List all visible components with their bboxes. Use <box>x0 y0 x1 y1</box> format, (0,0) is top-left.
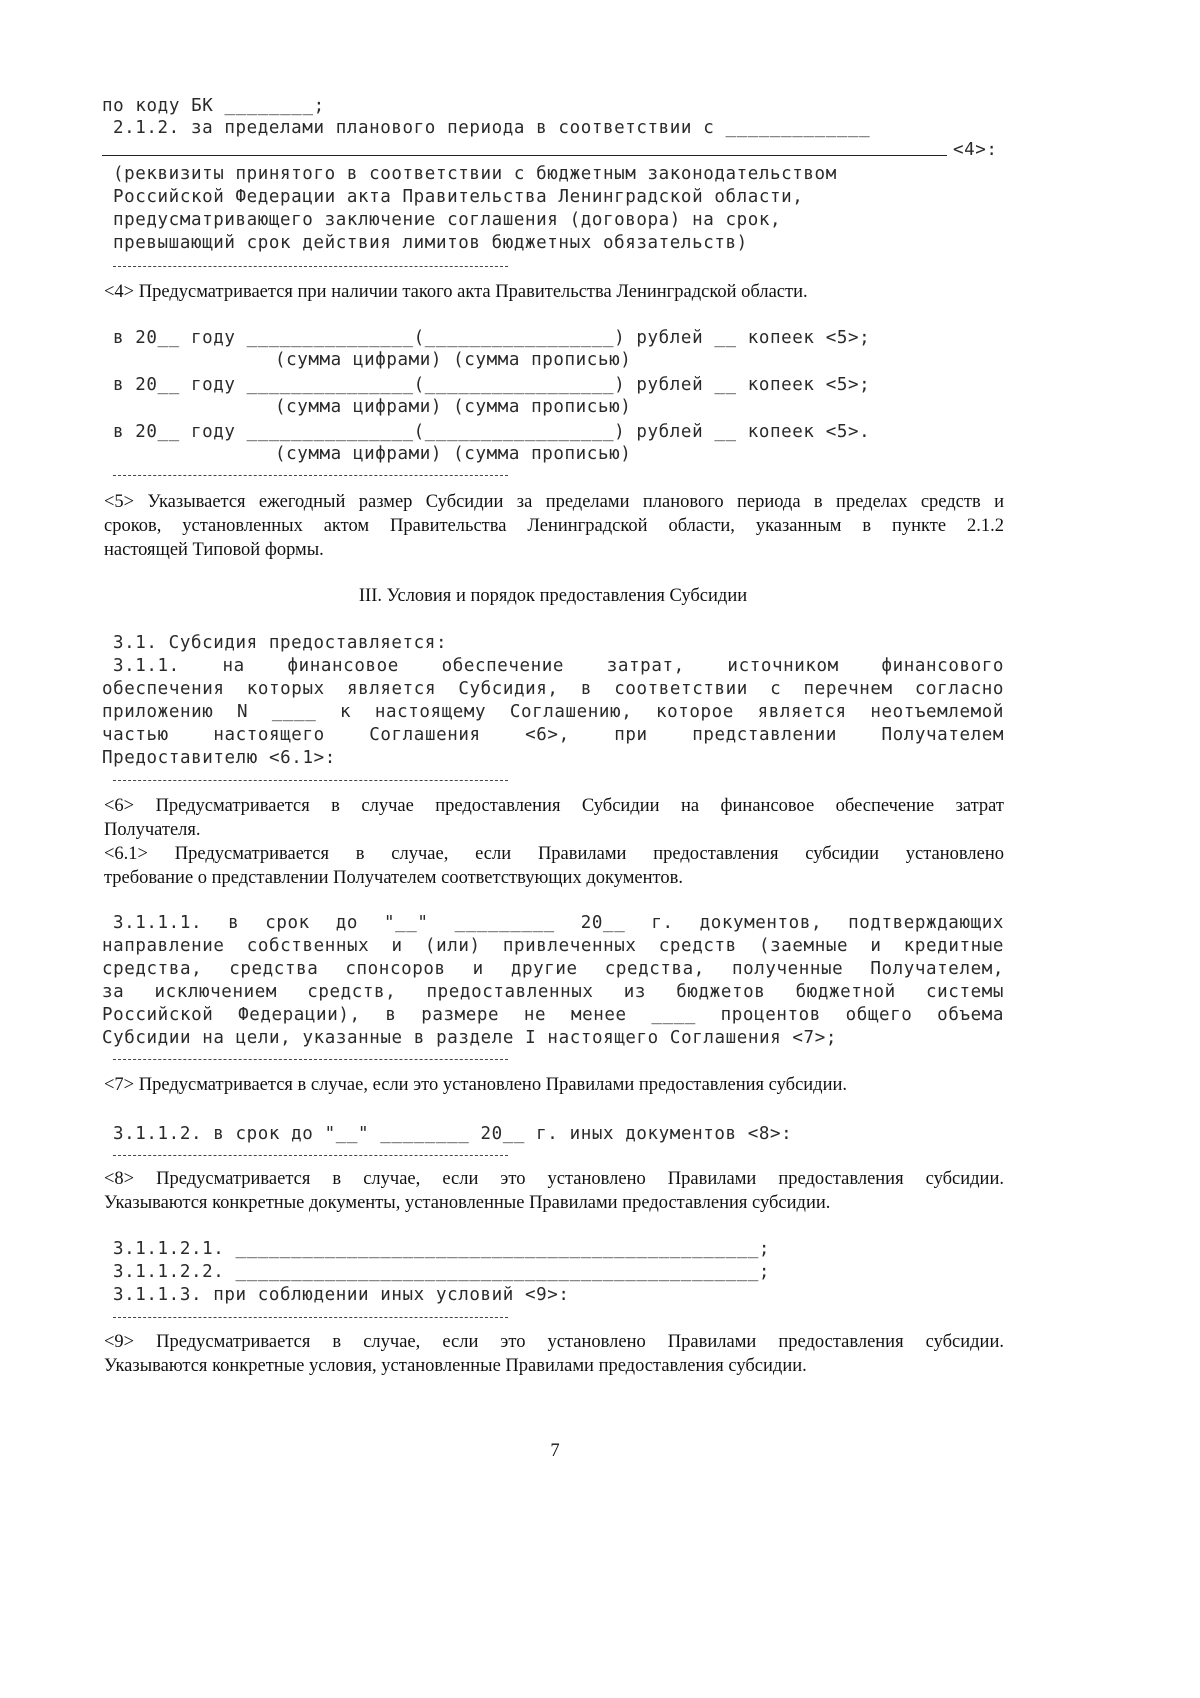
footnote-9-line-2: Указываются конкретные условия, установленные Правилами предоставления субсидии. <box>104 1356 807 1376</box>
requisites-line-4: превышающий срок действия лимитов бюджетных обязательств) <box>113 233 748 253</box>
footnote-6-1-line-2: требование о представлении Получателем соответствующих документов. <box>104 868 683 888</box>
footnote-5-line-3: настоящей Типовой формы. <box>104 540 324 560</box>
requisites-line-1: (реквизиты принятого в соответствии с бюджетным законодательством <box>113 164 837 184</box>
year-row-1: в 20__ году _______________(_________________) рублей __ копеек <5>; <box>113 328 871 348</box>
clause-3-1-1-1-line-6: Субсидии на цели, указанные в разделе I настоящего Соглашения <7>; <box>102 1028 837 1048</box>
page-number: 7 <box>550 1441 560 1461</box>
footnote-separator <box>113 475 508 476</box>
footnote-separator <box>113 1317 508 1318</box>
footnote-9-line-1: <9> Предусматривается в случае, если это установлено Правилами предоставления субсидии. <box>104 1332 1004 1352</box>
footnote-ref-4: <4>: <box>953 140 998 160</box>
footnote-8-line-1: <8> Предусматривается в случае, если это установлено Правилами предоставления субсидии. <box>104 1169 1004 1189</box>
footnote-separator <box>113 1059 508 1060</box>
requisites-line-2: Российской Федерации акта Правительства Ленинградской области, <box>113 187 804 207</box>
footnote-separator <box>113 780 508 781</box>
clause-3-1: 3.1. Субсидия предоставляется: <box>113 633 448 653</box>
year-row-2: в 20__ году _______________(_________________) рублей __ копеек <5>; <box>113 375 871 395</box>
footnote-6-line-1: <6> Предусматривается в случае предоставления Субсидии на финансовое обеспечение затрат <box>104 796 1004 816</box>
clause-3-1-1-1-line-5: Российской Федерации), в размере не менее ____ процентов общего объема <box>102 1005 1004 1025</box>
clause-3-1-1-line-1: 3.1.1. на финансовое обеспечение затрат, источником финансового <box>113 656 1004 676</box>
year-row-2-caption: (сумма цифрами) (сумма прописью) <box>275 397 632 417</box>
blank-rule <box>102 155 947 156</box>
footnote-6-line-2: Получателя. <box>104 820 201 840</box>
footnote-5-line-1: <5> Указывается ежегодный размер Субсидии за пределами планового периода в пределах средств и <box>104 492 1004 512</box>
footnote-7: <7> Предусматривается в случае, если это установлено Правилами предоставления субсидии. <box>104 1075 848 1095</box>
bk-code-line: по коду БК ________; <box>102 96 325 116</box>
clause-3-1-1-2-1: 3.1.1.2.1. _______________________________________________; <box>113 1239 771 1259</box>
clause-3-1-1-line-4: частью настоящего Соглашения <6>, при представлении Получателем <box>102 725 1004 745</box>
section-heading: III. Условия и порядок предоставления Субсидии <box>358 586 748 606</box>
footnote-4: <4> Предусматривается при наличии такого акта Правительства Ленинградской области. <box>104 282 808 302</box>
year-row-3-caption: (сумма цифрами) (сумма прописью) <box>275 444 632 464</box>
clause-2-1-2: 2.1.2. за пределами планового периода в соответствии с _____________ <box>113 118 871 138</box>
clause-3-1-1-1-line-3: средства, средства спонсоров и другие средства, полученные Получателем, <box>102 959 1004 979</box>
clause-3-1-1-1-line-2: направление собственных и (или) привлеченных средств (заемные и кредитные <box>102 936 1004 956</box>
clause-3-1-1-2-2: 3.1.1.2.2. _______________________________________________; <box>113 1262 771 1282</box>
footnote-separator <box>113 266 508 267</box>
clause-3-1-1-line-3: приложению N ____ к настоящему Соглашению, которое является неотъемлемой <box>102 702 1004 722</box>
clause-3-1-1-line-2: обеспечения которых является Субсидия, в соответствии с перечнем согласно <box>102 679 1004 699</box>
footnote-separator <box>113 1155 508 1156</box>
footnote-8-line-2: Указываются конкретные документы, установленные Правилами предоставления субсидии. <box>104 1193 831 1213</box>
requisites-line-3: предусматривающего заключение соглашения (договора) на срок, <box>113 210 782 230</box>
year-row-1-caption: (сумма цифрами) (сумма прописью) <box>275 350 632 370</box>
year-row-3: в 20__ году _______________(_________________) рублей __ копеек <5>. <box>113 422 871 442</box>
footnote-6-1-line-1: <6.1> Предусматривается в случае, если Правилами предоставления субсидии установлено <box>104 844 1004 864</box>
clause-3-1-1-1-line-4: за исключением средств, предоставленных из бюджетов бюджетной системы <box>102 982 1004 1002</box>
clause-3-1-1-1-line-1: 3.1.1.1. в срок до "__" _________ 20__ г. документов, подтверждающих <box>113 913 1004 933</box>
clause-3-1-1-line-5: Предоставителю <6.1>: <box>102 748 336 768</box>
clause-3-1-1-2: 3.1.1.2. в срок до "__" ________ 20__ г. иных документов <8>: <box>113 1124 793 1144</box>
clause-3-1-1-3: 3.1.1.3. при соблюдении иных условий <9>: <box>113 1285 570 1305</box>
footnote-5-line-2: сроков, установленных актом Правительства Ленинградской области, указанным в пункте 2.1.2 <box>104 516 1004 536</box>
